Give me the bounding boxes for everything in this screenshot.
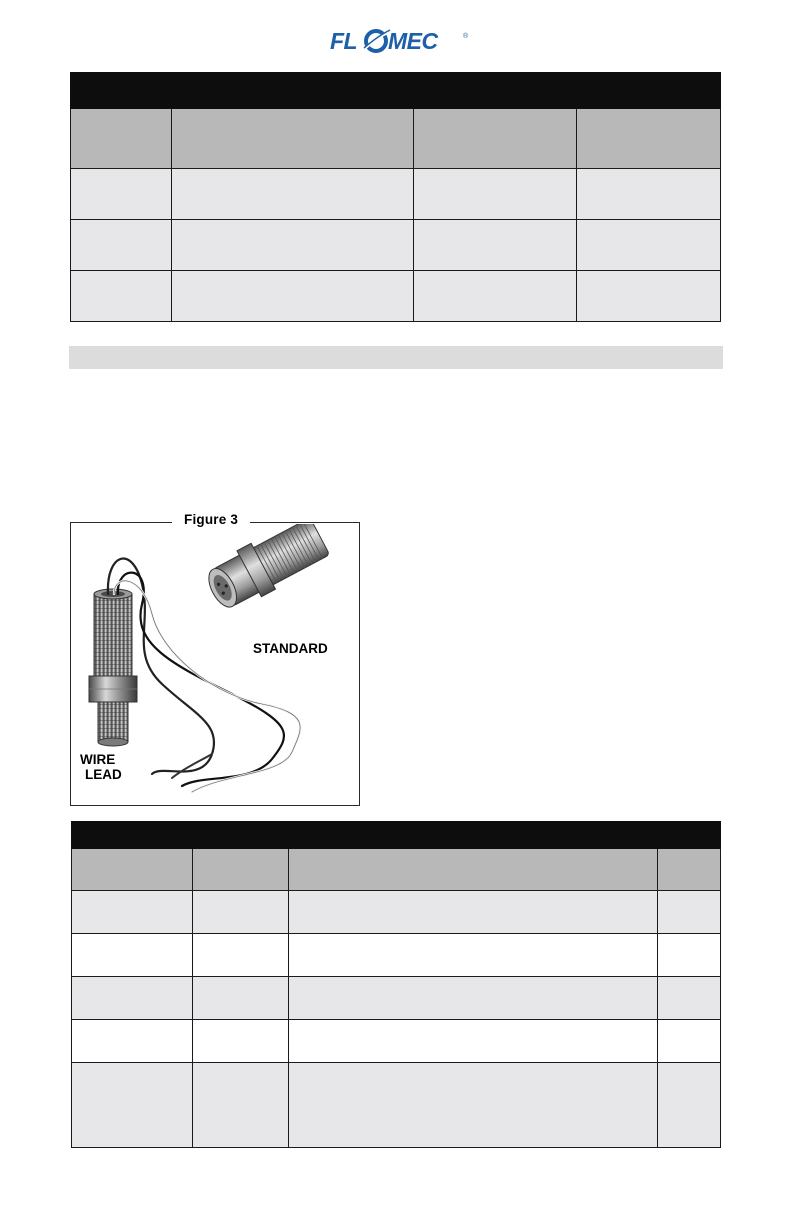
table-row bbox=[72, 1063, 721, 1148]
table-cell bbox=[72, 891, 193, 934]
table-cell bbox=[193, 1020, 289, 1063]
table-cell bbox=[577, 271, 721, 322]
section-heading-bar bbox=[69, 346, 723, 369]
sensor-wires bbox=[108, 559, 300, 792]
table-cell bbox=[658, 1063, 721, 1148]
table-cell bbox=[658, 977, 721, 1020]
table-cell bbox=[193, 977, 289, 1020]
table-cell bbox=[414, 271, 577, 322]
table-cell bbox=[72, 977, 193, 1020]
column-header bbox=[658, 849, 721, 891]
label-wire-line2: LEAD bbox=[85, 767, 122, 782]
table-row bbox=[72, 934, 721, 977]
figure-title: Figure 3 bbox=[172, 512, 250, 527]
table-header-row bbox=[71, 109, 721, 169]
table-cell bbox=[658, 1020, 721, 1063]
svg-text:®: ® bbox=[463, 33, 469, 40]
table-cell bbox=[172, 220, 414, 271]
wire-lead-sensor bbox=[89, 589, 137, 746]
table-cell bbox=[289, 934, 658, 977]
column-header bbox=[414, 109, 577, 169]
label-wire-line1: WIRE bbox=[80, 752, 116, 767]
flomec-logo-mark bbox=[330, 27, 472, 55]
svg-text:MEC: MEC bbox=[388, 28, 438, 54]
flomec-logo bbox=[330, 27, 472, 55]
table-cell bbox=[289, 1020, 658, 1063]
label-standard: STANDARD bbox=[253, 641, 328, 656]
table-cell bbox=[658, 891, 721, 934]
table-header-row bbox=[72, 849, 721, 891]
table-cell bbox=[414, 220, 577, 271]
table-row bbox=[72, 1020, 721, 1063]
svg-text:FL: FL bbox=[330, 28, 358, 54]
column-header bbox=[577, 109, 721, 169]
table-title bbox=[71, 73, 721, 109]
column-header bbox=[72, 849, 193, 891]
table-cell bbox=[289, 891, 658, 934]
standard-sensor bbox=[201, 524, 332, 616]
table-cell bbox=[72, 1020, 193, 1063]
table-row bbox=[72, 891, 721, 934]
spec-table-bottom bbox=[71, 821, 721, 1148]
table-cell bbox=[172, 271, 414, 322]
table-cell bbox=[577, 220, 721, 271]
figure-3 bbox=[70, 512, 360, 806]
table-row bbox=[72, 977, 721, 1020]
column-header bbox=[193, 849, 289, 891]
table-title bbox=[72, 822, 721, 849]
table-row bbox=[71, 169, 721, 220]
table-cell bbox=[414, 169, 577, 220]
column-header bbox=[289, 849, 658, 891]
table-cell bbox=[71, 220, 172, 271]
column-header bbox=[71, 109, 172, 169]
table-row bbox=[71, 271, 721, 322]
table-row bbox=[71, 220, 721, 271]
table-title-row bbox=[71, 73, 721, 109]
table-cell bbox=[72, 1063, 193, 1148]
table-cell bbox=[172, 169, 414, 220]
table-title-row bbox=[72, 822, 721, 849]
table-cell bbox=[193, 891, 289, 934]
spec-table-top bbox=[70, 72, 721, 322]
table-cell bbox=[72, 934, 193, 977]
table-cell bbox=[71, 169, 172, 220]
table-cell bbox=[71, 271, 172, 322]
table-cell bbox=[577, 169, 721, 220]
label-wire-lead bbox=[80, 752, 122, 782]
table-cell bbox=[193, 1063, 289, 1148]
column-header bbox=[172, 109, 414, 169]
table-cell bbox=[289, 977, 658, 1020]
table-cell bbox=[289, 1063, 658, 1148]
table-cell bbox=[193, 934, 289, 977]
table-cell bbox=[658, 934, 721, 977]
